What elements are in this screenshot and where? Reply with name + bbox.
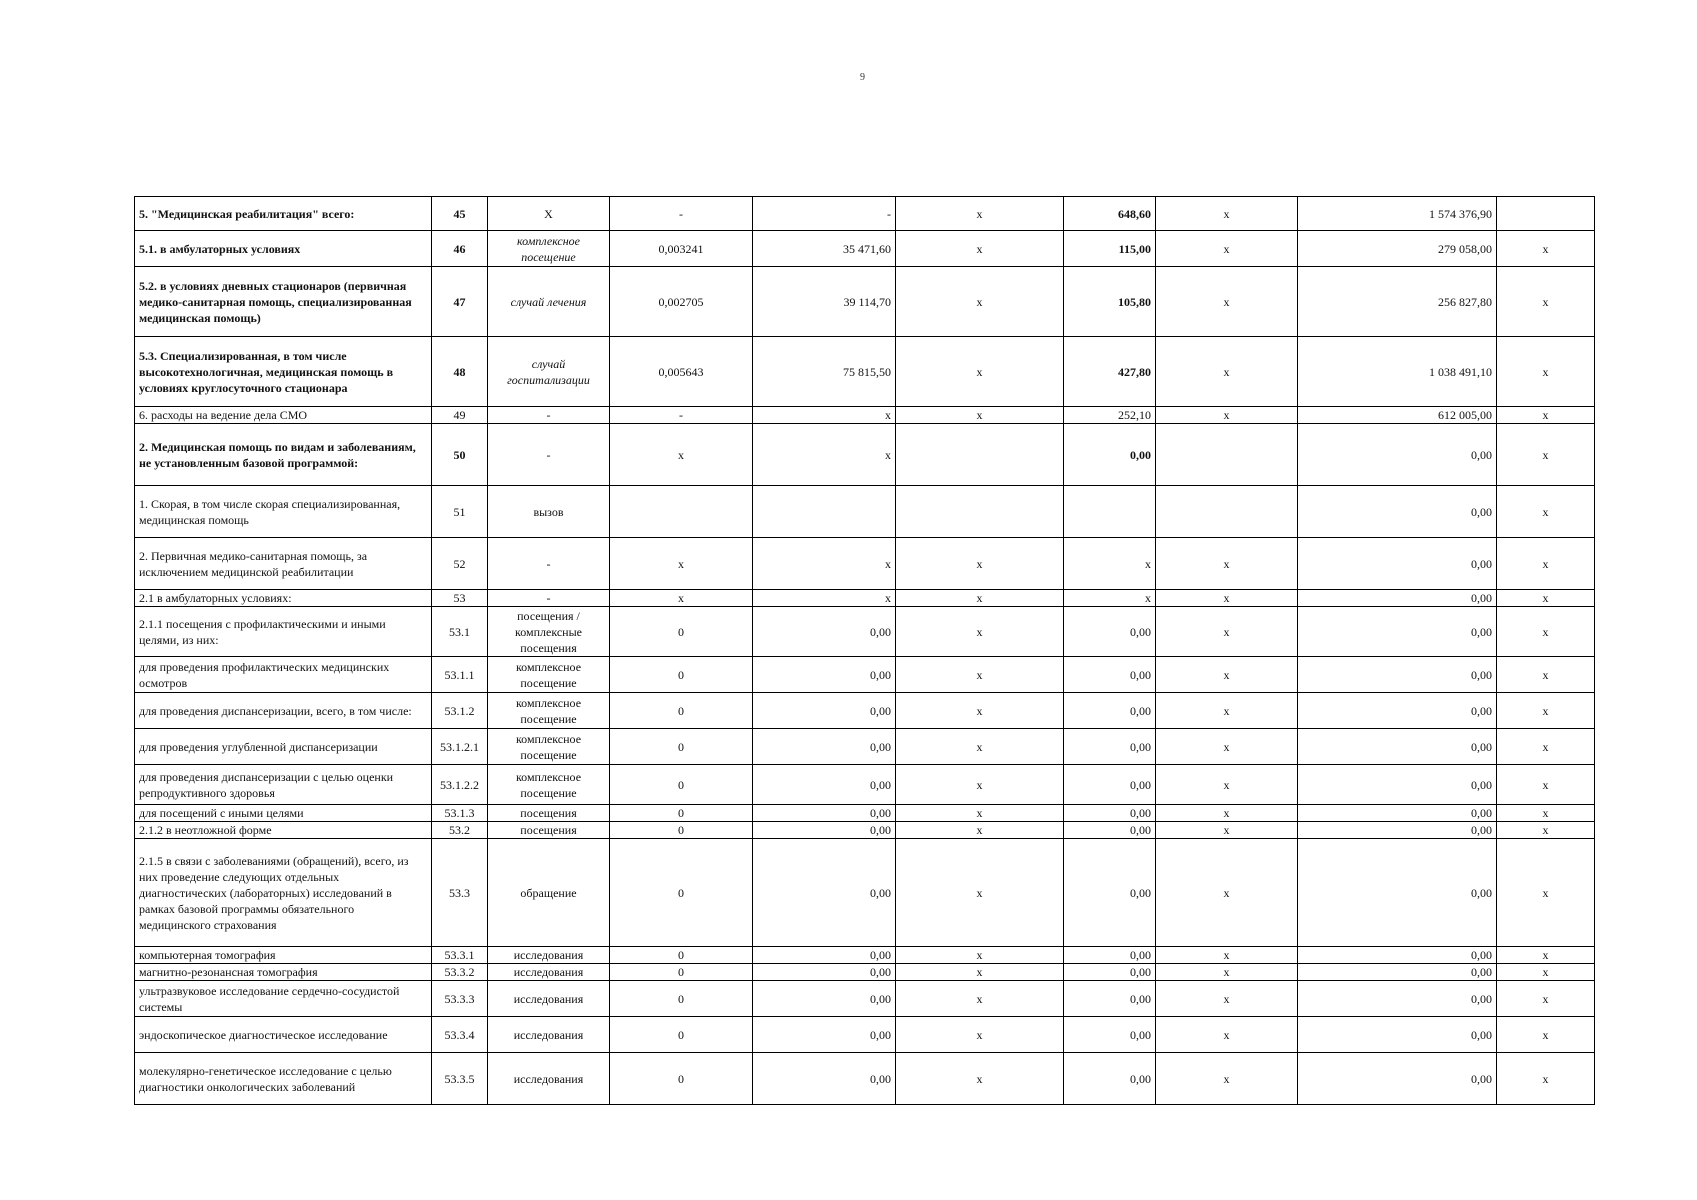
row-per-capita-budget <box>896 486 1064 538</box>
row-sum-budget: x <box>1156 765 1298 805</box>
row-per-capita-budget: x <box>896 231 1064 267</box>
row-per-capita-oms <box>1064 486 1156 538</box>
row-per-capita-budget <box>896 424 1064 486</box>
row-code: 53.1.3 <box>432 805 488 822</box>
row-sum-oms: 0,00 <box>1298 424 1497 486</box>
row-cost-norm: 0,00 <box>753 839 896 947</box>
row-cost-norm: 0,00 <box>753 981 896 1017</box>
row-per-capita-budget: x <box>896 590 1064 607</box>
table-row <box>135 765 1595 805</box>
row-cost-norm: x <box>753 424 896 486</box>
row-name: ультразвуковое исследование сердечно-сосудистой системы <box>135 981 432 1017</box>
row-per-capita-oms: 105,80 <box>1064 267 1156 337</box>
row-sum-budget: x <box>1156 981 1298 1017</box>
row-unit: X <box>488 197 610 231</box>
row-unit: исследования <box>488 964 610 981</box>
row-volume-norm: 0 <box>610 729 753 765</box>
table-row <box>135 1053 1595 1105</box>
row-cost-norm: 0,00 <box>753 822 896 839</box>
row-share: x <box>1497 981 1595 1017</box>
row-name: 2.1.5 в связи с заболеваниями (обращений), всего, из них проведение следующих отдельных диагностических (лабораторных) исследований в рамках базовой программы обязательного медицинского страхования <box>135 839 432 947</box>
row-per-capita-oms: 0,00 <box>1064 805 1156 822</box>
row-share: x <box>1497 729 1595 765</box>
row-share: x <box>1497 765 1595 805</box>
row-sum-budget: x <box>1156 693 1298 729</box>
row-per-capita-budget: x <box>896 1053 1064 1105</box>
row-code: 53.1.1 <box>432 657 488 693</box>
row-cost-norm: 0,00 <box>753 947 896 964</box>
row-volume-norm: 0 <box>610 805 753 822</box>
row-unit: комплексное посещение <box>488 231 610 267</box>
row-per-capita-budget: x <box>896 337 1064 407</box>
row-code: 53.1.2.2 <box>432 765 488 805</box>
row-name: 2.1 в амбулаторных условиях: <box>135 590 432 607</box>
row-share: x <box>1497 424 1595 486</box>
row-code: 45 <box>432 197 488 231</box>
row-per-capita-budget: x <box>896 407 1064 424</box>
row-volume-norm: 0 <box>610 765 753 805</box>
row-code: 47 <box>432 267 488 337</box>
row-per-capita-budget: x <box>896 765 1064 805</box>
row-unit: исследования <box>488 947 610 964</box>
row-per-capita-budget: x <box>896 197 1064 231</box>
row-code: 53.1.2.1 <box>432 729 488 765</box>
row-cost-norm: 75 815,50 <box>753 337 896 407</box>
row-volume-norm: 0 <box>610 693 753 729</box>
row-sum-budget: x <box>1156 607 1298 657</box>
row-code: 53.3.3 <box>432 981 488 1017</box>
table-row <box>135 590 1595 607</box>
row-sum-budget: x <box>1156 805 1298 822</box>
row-name: 6. расходы на ведение дела СМО <box>135 407 432 424</box>
row-volume-norm: 0 <box>610 839 753 947</box>
row-name: 2.1.1 посещения с профилактическими и иными целями, из них: <box>135 607 432 657</box>
row-share: x <box>1497 231 1595 267</box>
table-row <box>135 607 1595 657</box>
row-sum-oms: 0,00 <box>1298 538 1497 590</box>
table-row <box>135 538 1595 590</box>
row-share: x <box>1497 538 1595 590</box>
row-cost-norm: 0,00 <box>753 607 896 657</box>
row-volume-norm <box>610 486 753 538</box>
row-sum-oms: 612 005,00 <box>1298 407 1497 424</box>
row-name: молекулярно-генетическое исследование с целью диагностики онкологических заболеваний <box>135 1053 432 1105</box>
row-share: x <box>1497 805 1595 822</box>
table-row <box>135 657 1595 693</box>
row-name: для проведения профилактических медицинских осмотров <box>135 657 432 693</box>
row-sum-oms: 0,00 <box>1298 839 1497 947</box>
row-volume-norm: 0 <box>610 1053 753 1105</box>
row-code: 52 <box>432 538 488 590</box>
row-name: для проведения углубленной диспансеризации <box>135 729 432 765</box>
row-unit: посещения <box>488 805 610 822</box>
row-unit: комплексное посещение <box>488 729 610 765</box>
row-per-capita-oms: 0,00 <box>1064 964 1156 981</box>
row-share: x <box>1497 964 1595 981</box>
row-unit: - <box>488 590 610 607</box>
row-volume-norm: 0 <box>610 1017 753 1053</box>
row-share: x <box>1497 267 1595 337</box>
row-sum-budget: x <box>1156 337 1298 407</box>
table-row <box>135 231 1595 267</box>
row-sum-oms: 0,00 <box>1298 981 1497 1017</box>
row-code: 53 <box>432 590 488 607</box>
row-sum-oms: 0,00 <box>1298 805 1497 822</box>
row-per-capita-oms: 0,00 <box>1064 765 1156 805</box>
row-code: 48 <box>432 337 488 407</box>
page-number: 9 <box>860 72 865 83</box>
row-unit: вызов <box>488 486 610 538</box>
row-cost-norm: x <box>753 590 896 607</box>
row-cost-norm: x <box>753 407 896 424</box>
row-volume-norm: x <box>610 424 753 486</box>
row-sum-budget: x <box>1156 590 1298 607</box>
row-sum-oms: 0,00 <box>1298 657 1497 693</box>
row-unit: случай лечения <box>488 267 610 337</box>
row-per-capita-oms: 648,60 <box>1064 197 1156 231</box>
row-name: для проведения диспансеризации, всего, в том числе: <box>135 693 432 729</box>
row-per-capita-budget: x <box>896 693 1064 729</box>
row-code: 50 <box>432 424 488 486</box>
row-name: 2. Медицинская помощь по видам и заболеваниям, не установленным базовой программой: <box>135 424 432 486</box>
row-name: компьютерная томография <box>135 947 432 964</box>
row-per-capita-budget: x <box>896 805 1064 822</box>
row-unit: - <box>488 407 610 424</box>
row-share: x <box>1497 407 1595 424</box>
row-share <box>1497 197 1595 231</box>
row-sum-budget: x <box>1156 197 1298 231</box>
row-sum-budget: x <box>1156 729 1298 765</box>
row-share: x <box>1497 693 1595 729</box>
row-per-capita-oms: 115,00 <box>1064 231 1156 267</box>
row-volume-norm: 0 <box>610 964 753 981</box>
row-sum-budget: x <box>1156 1053 1298 1105</box>
row-per-capita-budget: x <box>896 822 1064 839</box>
row-sum-oms: 0,00 <box>1298 486 1497 538</box>
row-cost-norm: 0,00 <box>753 1053 896 1105</box>
row-unit: обращение <box>488 839 610 947</box>
row-name: 2. Первичная медико-санитарная помощь, за исключением медицинской реабилитации <box>135 538 432 590</box>
row-code: 53.3.1 <box>432 947 488 964</box>
table-row <box>135 267 1595 337</box>
row-share: x <box>1497 822 1595 839</box>
row-per-capita-oms: x <box>1064 538 1156 590</box>
row-cost-norm: 0,00 <box>753 964 896 981</box>
row-volume-norm: 0 <box>610 822 753 839</box>
row-sum-budget: x <box>1156 231 1298 267</box>
row-per-capita-oms: x <box>1064 590 1156 607</box>
row-name: эндоскопическое диагностическое исследование <box>135 1017 432 1053</box>
row-code: 53.3.5 <box>432 1053 488 1105</box>
row-sum-budget: x <box>1156 964 1298 981</box>
row-sum-oms: 1 038 491,10 <box>1298 337 1497 407</box>
row-sum-oms: 0,00 <box>1298 947 1497 964</box>
row-code: 53.1.2 <box>432 693 488 729</box>
row-unit: посещения / комплексные посещения <box>488 607 610 657</box>
row-name: 1. Скорая, в том числе скорая специализированная, медицинская помощь <box>135 486 432 538</box>
row-cost-norm: - <box>753 197 896 231</box>
row-volume-norm: - <box>610 407 753 424</box>
row-share: x <box>1497 590 1595 607</box>
row-code: 49 <box>432 407 488 424</box>
row-sum-budget: x <box>1156 267 1298 337</box>
row-cost-norm <box>753 486 896 538</box>
row-share: x <box>1497 947 1595 964</box>
table-row <box>135 197 1595 231</box>
row-cost-norm: x <box>753 538 896 590</box>
row-cost-norm: 0,00 <box>753 693 896 729</box>
row-sum-oms: 0,00 <box>1298 964 1497 981</box>
row-volume-norm: 0,005643 <box>610 337 753 407</box>
row-share: x <box>1497 486 1595 538</box>
row-per-capita-budget: x <box>896 607 1064 657</box>
row-cost-norm: 0,00 <box>753 805 896 822</box>
row-sum-oms: 256 827,80 <box>1298 267 1497 337</box>
table-row <box>135 337 1595 407</box>
row-share: x <box>1497 839 1595 947</box>
row-code: 53.3.2 <box>432 964 488 981</box>
row-unit: комплексное посещение <box>488 765 610 805</box>
row-per-capita-oms: 0,00 <box>1064 981 1156 1017</box>
row-share: x <box>1497 1017 1595 1053</box>
row-per-capita-oms: 0,00 <box>1064 822 1156 839</box>
row-name: 5.2. в условиях дневных стационаров (первичная медико-санитарная помощь, специализированная медицинская помощь) <box>135 267 432 337</box>
row-name: для посещений с иными целями <box>135 805 432 822</box>
table-row <box>135 486 1595 538</box>
row-volume-norm: 0 <box>610 947 753 964</box>
row-cost-norm: 0,00 <box>753 765 896 805</box>
row-per-capita-oms: 252,10 <box>1064 407 1156 424</box>
row-sum-budget: x <box>1156 538 1298 590</box>
financing-table <box>134 196 1595 1105</box>
row-per-capita-oms: 0,00 <box>1064 1053 1156 1105</box>
row-name: 2.1.2 в неотложной форме <box>135 822 432 839</box>
table-row <box>135 947 1595 964</box>
row-name: магнитно-резонансная томография <box>135 964 432 981</box>
row-sum-oms: 0,00 <box>1298 765 1497 805</box>
row-sum-budget: x <box>1156 407 1298 424</box>
table-row <box>135 805 1595 822</box>
row-per-capita-oms: 0,00 <box>1064 693 1156 729</box>
table-row <box>135 729 1595 765</box>
row-volume-norm: 0 <box>610 657 753 693</box>
row-name: 5.1. в амбулаторных условиях <box>135 231 432 267</box>
table-row <box>135 1017 1595 1053</box>
row-sum-budget: x <box>1156 657 1298 693</box>
row-per-capita-budget: x <box>896 538 1064 590</box>
table-row <box>135 693 1595 729</box>
row-code: 51 <box>432 486 488 538</box>
row-sum-oms: 1 574 376,90 <box>1298 197 1497 231</box>
row-cost-norm: 0,00 <box>753 1017 896 1053</box>
row-unit: исследования <box>488 981 610 1017</box>
row-unit: исследования <box>488 1053 610 1105</box>
row-per-capita-oms: 427,80 <box>1064 337 1156 407</box>
row-sum-budget: x <box>1156 1017 1298 1053</box>
row-per-capita-budget: x <box>896 839 1064 947</box>
row-per-capita-budget: x <box>896 267 1064 337</box>
row-cost-norm: 35 471,60 <box>753 231 896 267</box>
table-row <box>135 964 1595 981</box>
row-share: x <box>1497 657 1595 693</box>
row-sum-budget <box>1156 424 1298 486</box>
row-per-capita-budget: x <box>896 1017 1064 1053</box>
row-code: 53.1 <box>432 607 488 657</box>
row-share: x <box>1497 1053 1595 1105</box>
row-code: 53.2 <box>432 822 488 839</box>
row-volume-norm: x <box>610 538 753 590</box>
table-row <box>135 822 1595 839</box>
row-code: 46 <box>432 231 488 267</box>
row-cost-norm: 39 114,70 <box>753 267 896 337</box>
row-name: 5.3. Специализированная, в том числе высокотехнологичная, медицинская помощь в условиях круглосуточного стационара <box>135 337 432 407</box>
row-name: 5. "Медицинская реабилитация" всего: <box>135 197 432 231</box>
row-share: x <box>1497 607 1595 657</box>
row-per-capita-oms: 0,00 <box>1064 839 1156 947</box>
row-sum-oms: 0,00 <box>1298 607 1497 657</box>
row-sum-budget <box>1156 486 1298 538</box>
row-sum-oms: 0,00 <box>1298 729 1497 765</box>
row-unit: исследования <box>488 1017 610 1053</box>
row-sum-oms: 0,00 <box>1298 693 1497 729</box>
row-cost-norm: 0,00 <box>753 729 896 765</box>
row-sum-budget: x <box>1156 822 1298 839</box>
row-per-capita-oms: 0,00 <box>1064 947 1156 964</box>
row-sum-budget: x <box>1156 839 1298 947</box>
row-per-capita-budget: x <box>896 981 1064 1017</box>
row-unit: случай госпитализации <box>488 337 610 407</box>
row-per-capita-budget: x <box>896 657 1064 693</box>
table-row <box>135 839 1595 947</box>
row-sum-oms: 0,00 <box>1298 822 1497 839</box>
row-per-capita-oms: 0,00 <box>1064 424 1156 486</box>
row-unit: комплексное посещение <box>488 693 610 729</box>
row-unit: комплексное посещение <box>488 657 610 693</box>
row-volume-norm: 0 <box>610 981 753 1017</box>
row-per-capita-oms: 0,00 <box>1064 1017 1156 1053</box>
row-per-capita-budget: x <box>896 729 1064 765</box>
row-code: 53.3 <box>432 839 488 947</box>
row-volume-norm: - <box>610 197 753 231</box>
row-per-capita-budget: x <box>896 947 1064 964</box>
row-volume-norm: 0,002705 <box>610 267 753 337</box>
row-volume-norm: 0,003241 <box>610 231 753 267</box>
row-sum-budget: x <box>1156 947 1298 964</box>
row-code: 53.3.4 <box>432 1017 488 1053</box>
row-unit: посещения <box>488 822 610 839</box>
row-cost-norm: 0,00 <box>753 657 896 693</box>
row-volume-norm: x <box>610 590 753 607</box>
table-row <box>135 981 1595 1017</box>
row-share: x <box>1497 337 1595 407</box>
row-unit: - <box>488 424 610 486</box>
row-per-capita-oms: 0,00 <box>1064 729 1156 765</box>
row-per-capita-oms: 0,00 <box>1064 657 1156 693</box>
row-volume-norm: 0 <box>610 607 753 657</box>
table-row <box>135 407 1595 424</box>
row-sum-oms: 0,00 <box>1298 1053 1497 1105</box>
row-name: для проведения диспансеризации с целью оценки репродуктивного здоровья <box>135 765 432 805</box>
row-sum-oms: 279 058,00 <box>1298 231 1497 267</box>
row-per-capita-budget: x <box>896 964 1064 981</box>
row-per-capita-oms: 0,00 <box>1064 607 1156 657</box>
row-unit: - <box>488 538 610 590</box>
table-row <box>135 424 1595 486</box>
row-sum-oms: 0,00 <box>1298 1017 1497 1053</box>
row-sum-oms: 0,00 <box>1298 590 1497 607</box>
